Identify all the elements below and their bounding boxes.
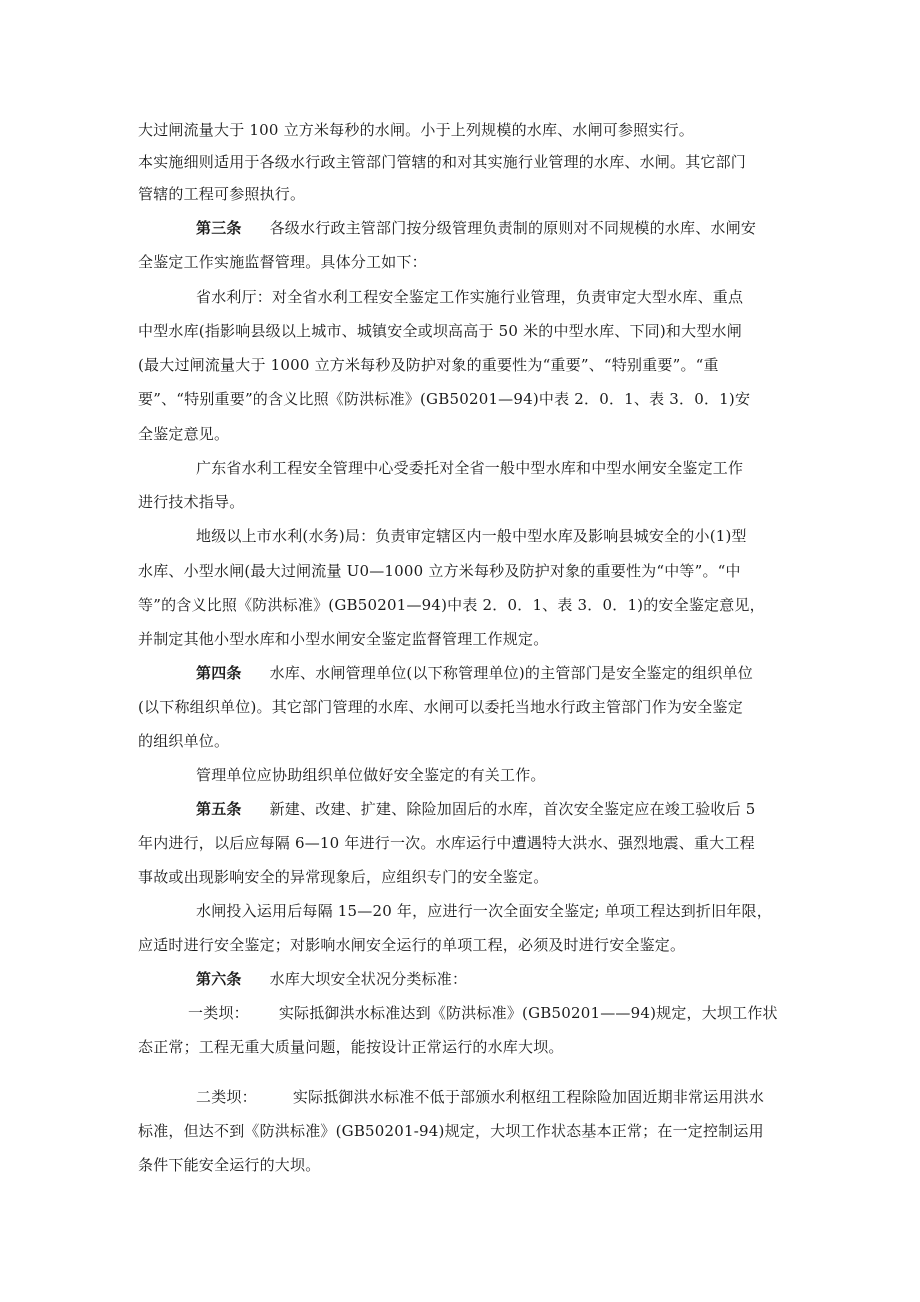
- text-line: 全鉴定意见。: [138, 425, 230, 443]
- indented-line: [138, 453, 782, 483]
- text-line: 应适时进行安全鉴定；对影响水闸安全运行的单项工程，必须及时进行安全鉴定。: [138, 936, 686, 954]
- text-span: 实际抵御洪水标准不低于部颁水利枢纽工程除险加固近期非常运用洪水: [292, 1088, 765, 1106]
- text-line: 要”、“特别重要”的含义比照《防洪标准》(GB50201—94)中表 2．0．1、表 3．0．1)安: [138, 390, 751, 408]
- text-line: 并制定其他小型水库和小型水闸安全鉴定监督管理工作规定。: [138, 630, 549, 648]
- text-line: 全鉴定工作实施监督管理。具体分工如下：: [138, 253, 427, 271]
- text-span: 水库、水闸管理单位(以下称管理单位)的主管部门是安全鉴定的组织单位: [269, 664, 753, 682]
- text-line: 中型水库(指影响县级以上城市、城镇安全或坝高高于 50 米的中型水库、下同)和大型水闸: [138, 322, 742, 340]
- indented-line: [138, 896, 782, 926]
- text-span: 广东省水利工程安全管理中心受委托对全省一般中型水库和中型水闸安全鉴定工作: [196, 459, 744, 477]
- text-line: 本实施细则适用于各级水行政主管部门管辖的和对其实施行业管理的水库、水闸。其它部门: [138, 153, 747, 171]
- text-span: 水闸投入运用后每隔 15—20 年，应进行一次全面安全鉴定; 单项工程达到折旧年限，: [196, 902, 772, 920]
- text-line: 年内进行，以后应每隔 6—10 年进行一次。水库运行中遭遇特大洪水、强烈地震、重大工程: [138, 834, 755, 852]
- text-line: 管辖的工程可参照执行。: [138, 185, 306, 203]
- category-1-label: 一类坝：: [188, 1004, 249, 1022]
- text-line: 事故或出现影响安全的异常现象后，应组织专门的安全鉴定。: [138, 868, 549, 886]
- text-line: 的组织单位。: [138, 732, 230, 750]
- indented-line: [138, 521, 782, 551]
- article-3-line: [138, 213, 782, 243]
- indented-line: [138, 760, 782, 790]
- article-5-line: [138, 794, 782, 824]
- text-line: (最大过闸流量大于 1000 立方米每秒及防护对象的重要性为“重要”、“特别重要”。“重: [138, 356, 719, 374]
- category-2-line: [138, 1082, 782, 1112]
- text-line: (以下称组织单位)。其它部门管理的水库、水闸可以委托当地水行政主管部门作为安全鉴定: [138, 698, 743, 716]
- article-6-heading: 第六条: [196, 970, 242, 988]
- text-line: 态正常；工程无重大质量问题，能按设计正常运行的水库大坝。: [138, 1038, 564, 1056]
- text-line: 大过闸流量大于 100 立方米每秒的水闸。小于上列规模的水库、水闸可参照实行。: [138, 121, 694, 139]
- text-line: 等”的含义比照《防洪标准》(GB50201—94)中表 2．0．1、表 3．0．1)的安全鉴定意见，: [138, 596, 765, 614]
- text-span: 各级水行政主管部门按分级管理负责制的原则对不同规模的水库、水闸安: [269, 219, 757, 237]
- article-3-heading: 第三条: [196, 219, 242, 237]
- article-4-heading: 第四条: [196, 664, 242, 682]
- article-5-heading: 第五条: [196, 800, 242, 818]
- text-line: 进行技术指导。: [138, 493, 245, 511]
- text-line: 水库、小型水闸(最大过闸流量 U0—1000 立方米每秒及防护对象的重要性为“中等”。“中: [138, 562, 741, 580]
- article-4-line: [138, 658, 782, 688]
- indented-line: [138, 282, 782, 312]
- category-2-label: 二类坝：: [196, 1088, 257, 1106]
- text-span: 地级以上市水利(水务)局：负责审定辖区内一般中型水库及影响县城安全的小(1)型: [196, 527, 747, 545]
- article-6-line: [138, 964, 782, 994]
- text-span: 水库大坝安全状况分类标准：: [269, 970, 468, 988]
- text-line: 标准，但达不到《防洪标准》(GB50201-94)规定，大坝工作状态基本正常；在一定控制运用: [138, 1122, 764, 1140]
- text-span: 管理单位应协助组织单位做好安全鉴定的有关工作。: [196, 766, 546, 784]
- category-1-line: [138, 998, 782, 1028]
- text-span: 实际抵御洪水标准达到《防洪标准》(GB50201——94)规定，大坝工作状: [278, 1004, 778, 1022]
- text-span: 新建、改建、扩建、除险加固后的水库，首次安全鉴定应在竣工验收后 5: [269, 800, 756, 818]
- text-span: 省水利厅：对全省水利工程安全鉴定工作实施行业管理，负责审定大型水库、重点: [196, 288, 744, 306]
- text-line: 条件下能安全运行的大坝。: [138, 1156, 321, 1174]
